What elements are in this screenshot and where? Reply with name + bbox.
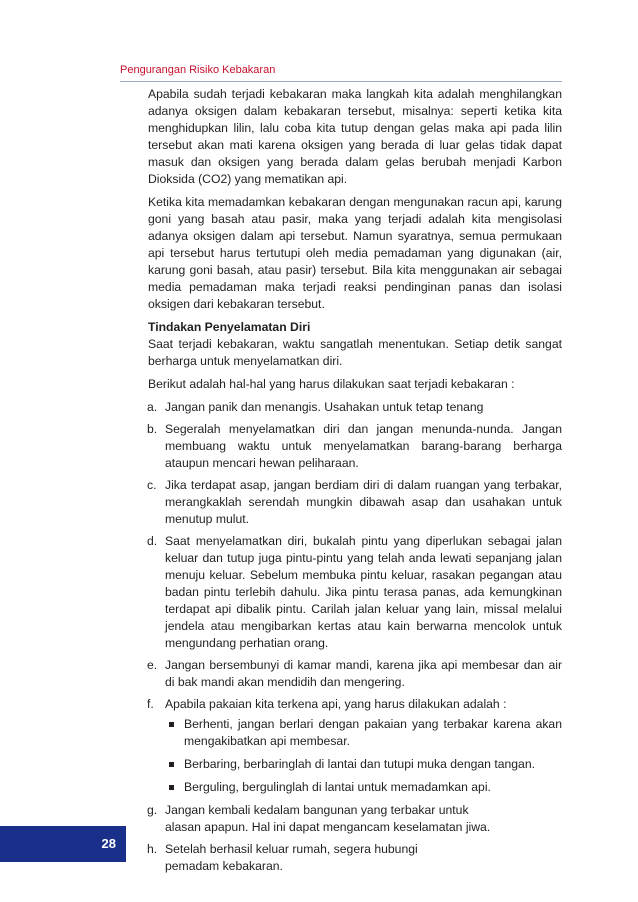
list-item — [147, 696, 562, 796]
list-item-text: Saat menyelamatkan diri, bukalah pintu yang diperlukan sebagai jalan keluar dan tutup juga pintu-pintu yang telah anda lewati sepanjang jalan menuju keluar. Sebelum membuka pintu keluar, rasakan pegangan atau badan pintu terlebih dahulu. Jika pintu terasa panas, ada kemungkinan terdapat api dibalik pintu. Carilah jalan keluar yang lain, missal melalui jendela atau mengibarkan kertas atau kain berwarna mencolok untuk mengundang perhatian orang. — [165, 534, 562, 650]
list-marker: h. — [147, 842, 158, 856]
list-item — [147, 399, 562, 416]
list-item-text: Jangan panik dan menangis. Usahakan untuk tetap tenang — [165, 400, 484, 414]
list-item — [147, 657, 562, 691]
square-bullet-icon — [169, 762, 174, 767]
list-marker: a. — [147, 400, 158, 414]
bullet-item — [165, 756, 562, 773]
page-body — [148, 86, 562, 880]
header-rule — [120, 81, 562, 82]
square-bullet-icon — [169, 785, 174, 790]
clothing-fire-steps — [165, 716, 562, 796]
bullet-item — [165, 716, 562, 750]
list-item-text: Jika terdapat asap, jangan berdiam diri di dalam ruangan yang terbakar, merangkaklah serendah mungkin dibawah asap dan usahakan untuk menutup mulut. — [165, 478, 562, 526]
list-marker: b. — [147, 422, 158, 436]
list-marker: e. — [147, 658, 158, 672]
list-item-text: Jangan bersembunyi di kamar mandi, karena jika api membesar dan air di bak mandi akan mendidih dan mengering. — [165, 658, 562, 689]
list-item-text: Jangan kembali kedalam bangunan yang terbakar untuk alasan apapun. Hal ini dapat mengancam keselamatan jiwa. — [165, 803, 491, 834]
list-marker: g. — [147, 803, 158, 817]
bullet-item — [165, 779, 562, 796]
list-item-text: Segeralah menyelamatkan diri dan jangan menunda-nunda. Jangan membuang waktu untuk menyelamatkan barang-barang berharga ataupun mencari hewan peliharaan. — [165, 422, 562, 470]
list-item-text: Setelah berhasil keluar rumah, segera hubungi pemadam kebakaran. — [165, 842, 418, 873]
action-list — [147, 399, 562, 875]
square-bullet-icon — [169, 722, 174, 727]
list-item — [147, 421, 562, 472]
section-lead: Berikut adalah hal-hal yang harus dilakukan saat terjadi kebakaran : — [148, 377, 515, 391]
bullet-text: Berguling, bergulinglah di lantai untuk memadamkan api. — [184, 780, 491, 794]
running-header: Pengurangan Risiko Kebakaran — [120, 64, 276, 76]
bullet-text: Berbaring, berbaringlah di lantai dan tutupi muka dengan tangan. — [184, 757, 535, 771]
list-item-text: Apabila pakaian kita terkena api, yang harus dilakukan adalah : — [165, 697, 507, 711]
list-marker: c. — [147, 478, 157, 492]
paragraph-2: Ketika kita memadamkan kebakaran dengan mengunakan racun api, karung goni yang basah atau pasir, maka yang terjadi adalah kita mengisolasi adanya oksigen dalam api tersebut. Namun syaratnya, semua permukaan api tersebut harus tertutupi oleh media pemadaman yang digunakan (air, karung goni basah, atau pasir) tersebut. Bila kita menggunakan air sebagai media pemadaman maka terjadi reaksi pendinginan panas dan isolasi oksigen dari kebakaran tersebut. — [148, 195, 562, 311]
list-item — [147, 802, 562, 836]
paragraph-1: Apabila sudah terjadi kebakaran maka langkah kita adalah menghilangkan adanya oksigen dalam kebakaran tersebut, misalnya: seperti ketika kita menghidupkan lilin, lalu coba kita tutup dengan gelas maka api pada lilin tersebut akan mati karena oksigen yang berada di luar gelas tidak dapat masuk dan oksigen yang berada dalam gelas berubah menjadi Karbon Dioksida (CO2) yang mematikan api. — [148, 87, 562, 186]
bullet-text: Berhenti, jangan berlari dengan pakaian yang terbakar karena akan mengakibatkan api membesar. — [184, 717, 562, 748]
page-number: 28 — [101, 836, 116, 851]
list-item — [147, 841, 562, 875]
section-heading: Tindakan Penyelamatan Diri — [148, 320, 311, 334]
page-number-tab — [0, 826, 126, 862]
list-marker: f. — [147, 697, 154, 711]
list-item — [147, 533, 562, 652]
list-item — [147, 477, 562, 528]
list-marker: d. — [147, 534, 158, 548]
section-intro: Saat terjadi kebakaran, waktu sangatlah menentukan. Setiap detik sangat berharga untuk menyelamatkan diri. — [148, 337, 562, 368]
